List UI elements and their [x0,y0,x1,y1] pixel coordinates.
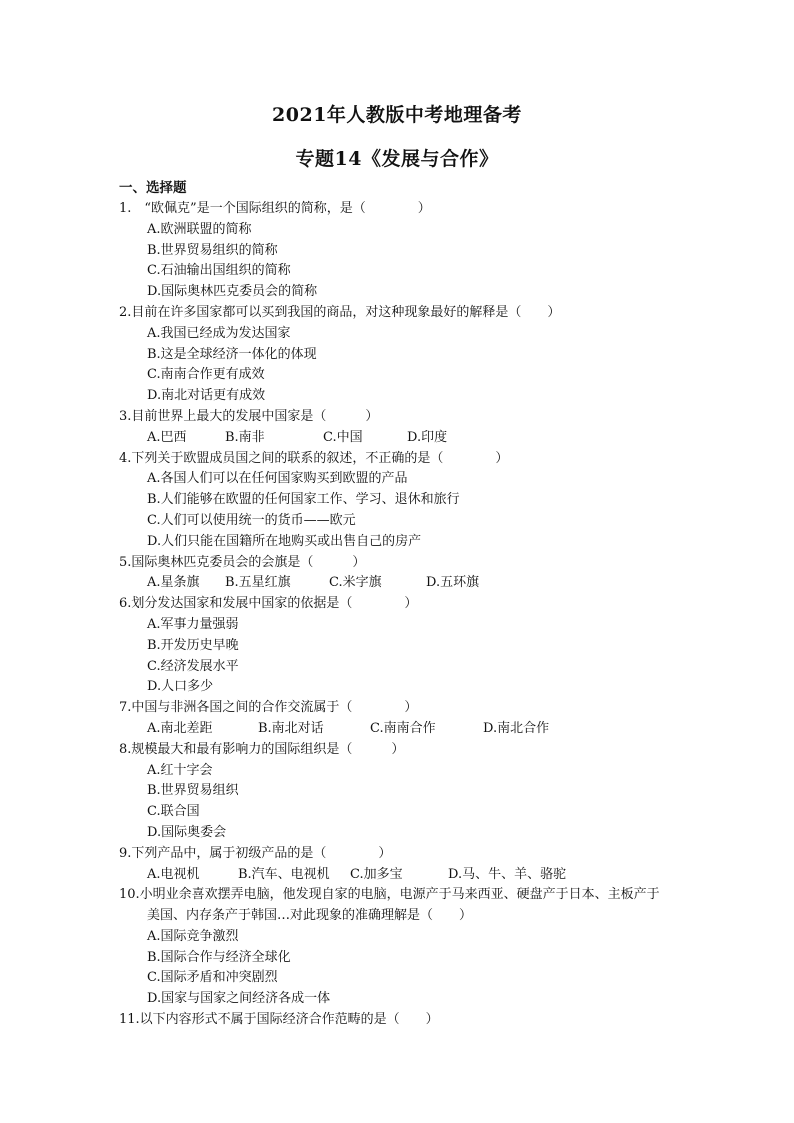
question-5-option-b: B.五星红旗 [225,575,291,591]
question-8-option-d: D.国际奥委会 [147,824,227,840]
question-9-option-c: C.加多宝 [350,866,403,882]
question-5-option-a: A.星条旗 [147,575,200,591]
question-9-option-d: D.马、牛、羊、骆驼 [448,866,567,882]
question-4-stem: 4.下列关于欧盟成员国之间的联系的叙述，不正确的是（ ） [119,450,509,466]
question-1-option-a: A.欧洲联盟的简称 [147,221,252,237]
question-6-option-c: C.经济发展水平 [147,658,239,674]
question-3-options [119,428,719,449]
question-10-option-d: D.国家与国家之间经济各成一体 [147,991,331,1007]
question-3-stem: 3.目前世界上最大的发展中国家是（ ） [119,408,379,424]
document-title: 2021年人教版中考地理备考 [272,104,522,126]
question-2-option-c: C.南南合作更有成效 [147,367,265,383]
question-7-option-c: C.南南合作 [370,720,436,736]
question-8-option-c: C.联合国 [147,804,200,820]
question-2-option-d: D.南北对话更有成效 [147,388,266,404]
question-1-stem: 1. “欧佩克”是一个国际组织的简称，是（ ） [119,201,431,216]
question-3-option-c: C.中国 [323,429,363,445]
question-7-options [119,719,719,740]
question-8-option-b: B.世界贸易组织 [147,783,239,799]
question-3-option-b: B.南非 [225,429,265,445]
section-heading: 一、选择题 [119,180,187,196]
question-6-stem: 6.划分发达国家和发展中国家的依据是（ ） [119,596,418,612]
question-9-stem: 9.下列产品中，属于初级产品的是（ ） [119,845,392,861]
question-9-option-b: B.汽车、电视机 [238,866,330,882]
question-1-option-c: C.石油输出国组织的简称 [147,263,291,279]
document-subtitle: 专题14《发展与合作》 [295,148,499,170]
question-8-stem: 8.规模最大和最有影响力的国际组织是（ ） [119,741,405,757]
question-5-options [119,573,719,594]
question-10-stem: 10.小明业余喜欢摆弄电脑，他发现自家的电脑，电源产于马来西亚、硬盘产于日本、主板产于 [119,887,660,903]
question-11-stem: 11.以下内容形式不属于国际经济合作范畴的是（ ） [119,1012,439,1028]
question-6-option-a: A.军事力量强弱 [147,616,239,632]
question-1-option-d: D.国际奥林匹克委员会的简称 [147,284,318,300]
question-2-stem: 2.目前在许多国家都可以买到我国的商品，对这种现象最好的解释是（ ） [119,304,561,320]
question-5-option-c: C.米字旗 [329,575,382,591]
question-10-stem-continued: 美国、内存条产于韩国…对此现象的准确理解是（ ） [147,908,473,924]
question-6-option-d: D.人口多少 [147,679,214,695]
question-2-option-a: A.我国已经成为发达国家 [147,325,291,341]
question-4-option-d: D.人们只能在国籍所在地购买或出售自己的房产 [147,533,422,549]
question-4-option-a: A.各国人们可以在任何国家购买到欧盟的产品 [147,471,408,487]
question-10-option-a: A.国际竞争激烈 [147,928,239,944]
question-10-option-c: C.国际矛盾和冲突剧烈 [147,970,278,986]
question-1-option-b: B.世界贸易组织的简称 [147,242,278,258]
question-4-option-b: B.人们能够在欧盟的任何国家工作、学习、退休和旅行 [147,492,460,508]
question-10-option-b: B.国际合作与经济全球化 [147,949,291,965]
question-7-option-b: B.南北对话 [258,720,324,736]
question-8-option-a: A.红十字会 [147,762,213,778]
question-7-option-d: D.南北合作 [483,720,550,736]
question-9-options [119,865,719,886]
question-5-option-d: D.五环旗 [426,575,480,591]
question-3-option-a: A.巴西 [147,429,187,445]
question-3-option-d: D.印度 [407,429,448,445]
question-7-option-a: A.南北差距 [147,720,213,736]
question-6-option-b: B.开发历史早晚 [147,637,239,653]
question-7-stem: 7.中国与非洲各国之间的合作交流属于（ ） [119,700,418,716]
question-4-option-c: C.人们可以使用统一的货币——欧元 [147,512,356,528]
question-list [119,199,719,1031]
question-5-stem: 5.国际奥林匹克委员会的会旗是（ ） [119,554,366,570]
question-9-option-a: A.电视机 [147,866,200,882]
question-2-option-b: B.这是全球经济一体化的体现 [147,346,317,362]
